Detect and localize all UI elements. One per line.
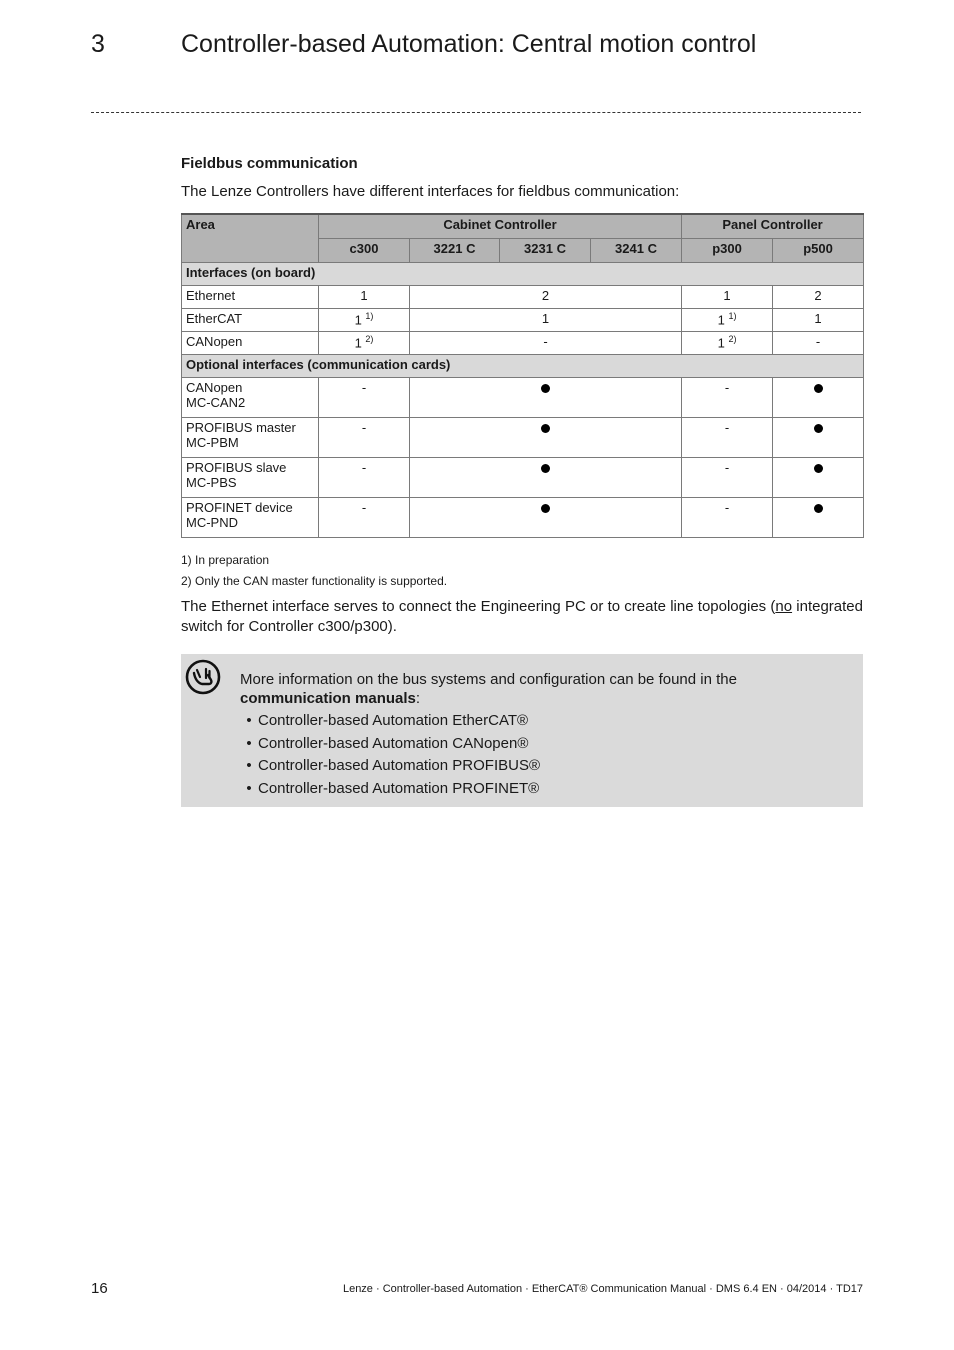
list-item: • Controller-based Automation EtherCAT® <box>240 711 840 730</box>
section-heading: Fieldbus communication <box>181 155 358 172</box>
manuals-list <box>240 711 840 798</box>
cell-c300: 1 <box>319 286 410 309</box>
cell-p300: 1 <box>682 286 773 309</box>
note-hand-icon <box>185 659 221 695</box>
group-row <box>182 355 864 378</box>
table-row <box>182 286 864 309</box>
supported-dot-icon <box>814 424 823 433</box>
table-row <box>182 332 864 355</box>
row-label: Ethernet <box>182 286 319 309</box>
group-row <box>182 263 864 286</box>
cell-cabinet: 2 <box>410 286 682 309</box>
interfaces-table <box>181 213 864 538</box>
ethernet-paragraph: The Ethernet interface serves to connect the Engineering PC or to create line topologies (no integrated switch for Controller c300/p300). <box>181 598 863 635</box>
cell-cabinet <box>410 418 682 458</box>
cell-p300: - <box>682 498 773 538</box>
area-header: Area <box>182 214 319 263</box>
cell-p300: - <box>682 458 773 498</box>
supported-dot-icon <box>814 504 823 513</box>
table-row <box>182 498 864 538</box>
cell-cabinet <box>410 378 682 418</box>
cell-p500: - <box>773 332 864 355</box>
supported-dot-icon <box>814 464 823 473</box>
intro-paragraph: The Lenze Controllers have different interfaces for fieldbus communication: <box>181 183 680 200</box>
table-row <box>182 378 864 418</box>
cell-p300: - <box>682 418 773 458</box>
cell-p300: 1 $^{2)}$ <box>682 332 773 355</box>
footnote-ref: 2) <box>365 334 374 344</box>
cell-p500 <box>773 458 864 498</box>
cell-cabinet <box>410 498 682 538</box>
row-label: PROFINET device MC-PND <box>182 498 319 538</box>
cell-p500 <box>773 378 864 418</box>
table-row <box>182 458 864 498</box>
cell-c300: 1 $^{1)}$ <box>319 309 410 332</box>
list-item: • Controller-based Automation CANopen® <box>240 734 840 753</box>
cell-cabinet <box>410 458 682 498</box>
page-number: 16 <box>91 1280 108 1297</box>
column-header: 3241 C <box>591 239 682 263</box>
column-header: 3221 C <box>410 239 500 263</box>
supported-dot-icon <box>541 504 550 513</box>
list-item: • Controller-based Automation PROFIBUS® <box>240 756 840 775</box>
cell-p500 <box>773 418 864 458</box>
cell-c300: 1 $^{2)}$ <box>319 332 410 355</box>
cell-p300: 1 $^{1)}$ <box>682 309 773 332</box>
footnote-ref: 1) <box>365 311 374 321</box>
supported-dot-icon <box>541 384 550 393</box>
cell-p300: - <box>682 378 773 418</box>
footnote-ref: 2) <box>728 334 737 344</box>
panel-controller-header: Panel Controller <box>682 214 864 239</box>
column-header: p300 <box>682 239 773 263</box>
row-label: PROFIBUS slave MC-PBS <box>182 458 319 498</box>
cell-cabinet: 1 <box>410 309 682 332</box>
footnote-2: 2) Only the CAN master functionality is supported. <box>181 574 448 588</box>
row-label: EtherCAT <box>182 309 319 332</box>
cell-c300: - <box>319 498 410 538</box>
list-item: • Controller-based Automation PROFINET® <box>240 779 840 798</box>
cell-p500: 2 <box>773 286 864 309</box>
column-header: p500 <box>773 239 864 263</box>
note-box <box>181 654 863 807</box>
supported-dot-icon <box>541 464 550 473</box>
group-label-onboard: Interfaces (on board) <box>182 263 864 286</box>
table-row <box>182 309 864 332</box>
table-row <box>182 418 864 458</box>
cell-c300: - <box>319 378 410 418</box>
note-text: More information on the bus systems and configuration can be found in the communication manuals: • Controller-based Automation EtherCAT® • Controller-based Automation CANopen® • Controller-based Automation PROFIBUS® • Controller-based Automation PROFINET® <box>240 670 840 801</box>
row-label: CANopen <box>182 332 319 355</box>
note-bold-text: communication manuals <box>240 690 416 707</box>
cell-p500 <box>773 498 864 538</box>
underlined-word: no <box>775 598 793 615</box>
footnote-ref: 1) <box>728 311 737 321</box>
row-label: PROFIBUS master MC-PBM <box>182 418 319 458</box>
cell-c300: - <box>319 458 410 498</box>
column-header: c300 <box>319 239 410 263</box>
footer-text: Lenze · Controller-based Automation · EtherCAT® Communication Manual · DMS 6.4 EN · 04/2014 · TD17 <box>342 1283 863 1295</box>
supported-dot-icon <box>541 424 550 433</box>
table-header-row <box>182 214 864 239</box>
note-line: More information on the bus systems and configuration can be found in the <box>240 671 737 688</box>
cell-cabinet: - <box>410 332 682 355</box>
group-label-optional: Optional interfaces (communication cards) <box>182 355 864 378</box>
chapter-title: Controller-based Automation: Central motion control <box>181 30 757 58</box>
cabinet-controller-header: Cabinet Controller <box>319 214 682 239</box>
cell-c300: - <box>319 418 410 458</box>
chapter-number: 3 <box>91 30 105 58</box>
cell-p500: 1 <box>773 309 864 332</box>
row-label: CANopen MC-CAN2 <box>182 378 319 418</box>
header-divider <box>91 112 861 113</box>
footnote-1: 1) In preparation <box>181 553 270 567</box>
column-header: 3231 C <box>500 239 591 263</box>
supported-dot-icon <box>814 384 823 393</box>
